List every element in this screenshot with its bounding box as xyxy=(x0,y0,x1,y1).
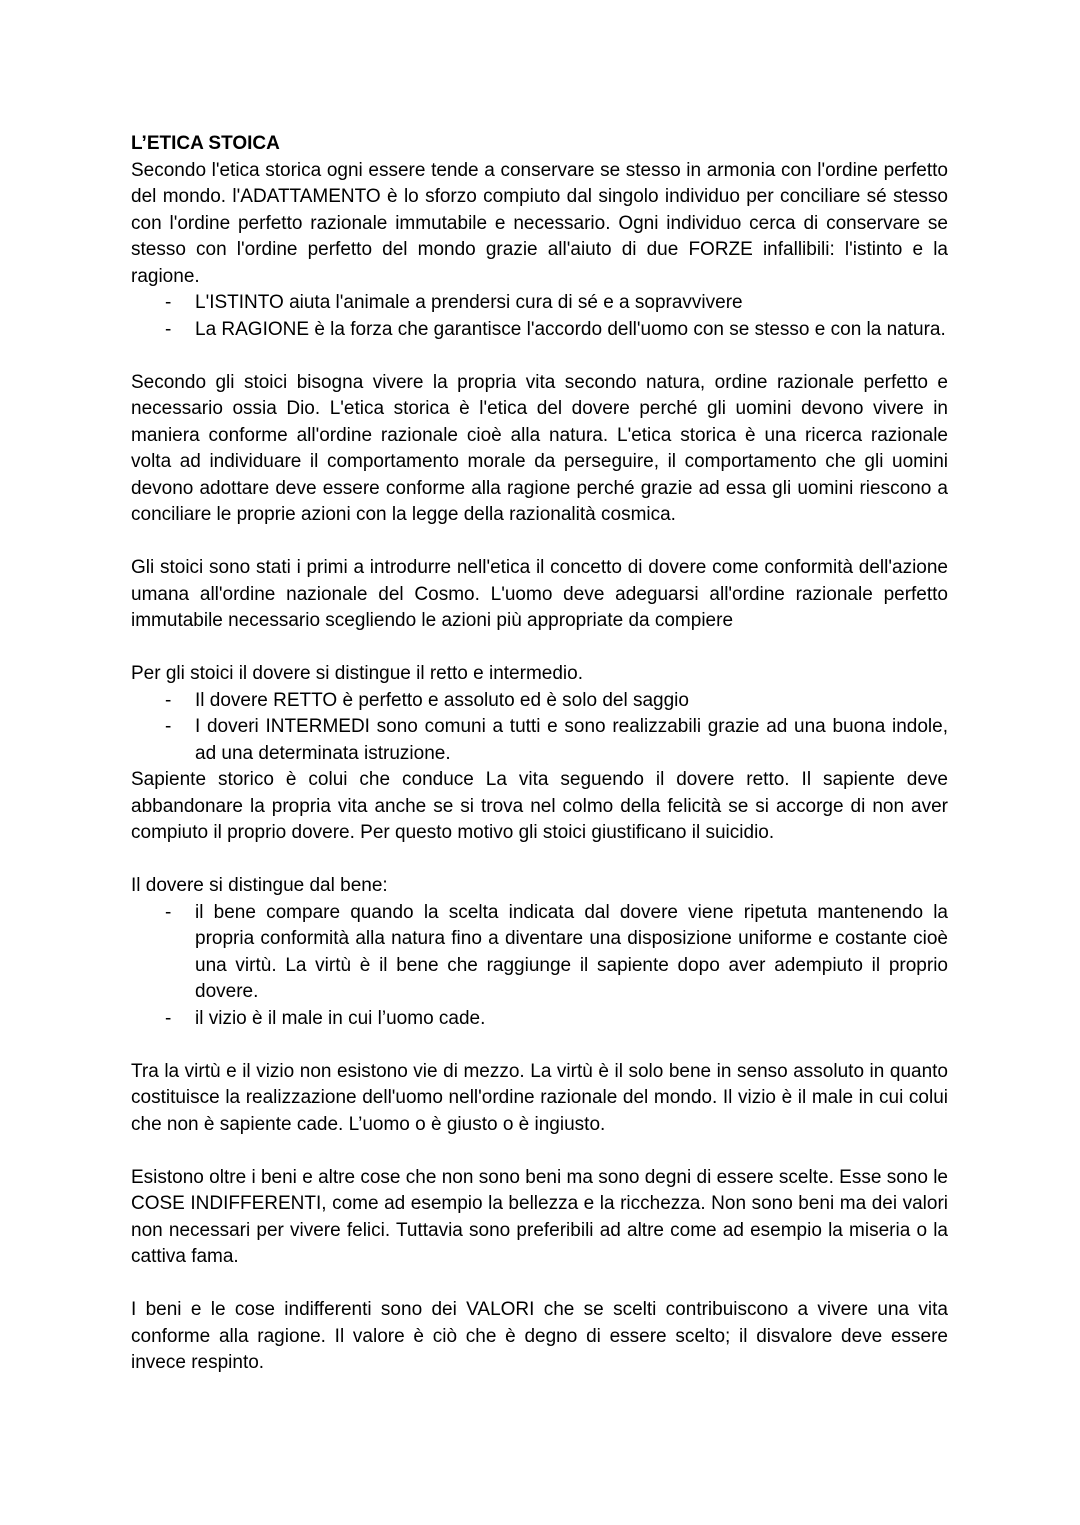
document-title: L’ETICA STOICA xyxy=(131,133,280,154)
document-page xyxy=(131,131,948,1377)
list-forze xyxy=(131,290,948,343)
bullet-dash: - xyxy=(165,318,172,340)
list-item xyxy=(131,1006,948,1033)
list-item xyxy=(131,688,948,715)
list-item xyxy=(131,900,948,1006)
list-item xyxy=(131,714,948,767)
bullet-dash: - xyxy=(165,292,172,313)
list-item xyxy=(131,290,948,317)
paragraph-valori: I beni e le cose indifferenti sono dei VALORI che se scelti contribuiscono a vivere una vita conforme alla ragione. Il valore è ciò che è degno di essere scelto; il disvalore deve essere invece respinto. xyxy=(131,1299,948,1373)
list-bene-vizio xyxy=(131,900,948,1033)
list-item-text: I doveri INTERMEDI sono comuni a tutti e sono realizzabili grazie ad una buona indole, ad una determinata istruzione. xyxy=(195,716,948,764)
bullet-dash: - xyxy=(165,901,172,923)
paragraph-dovere: Gli stoici sono stati i primi a introdurre nell'etica il concetto di dovere come conformità dell'azione umana all'ordine nazionale del Cosmo. L'uomo deve adeguarsi all'ordine razionale perfetto immutabile necessario scegliendo le azioni più appropriate da compiere xyxy=(131,557,948,631)
paragraph-distingue: Per gli stoici il dovere si distingue il retto e intermedio. xyxy=(131,663,583,684)
paragraph-bene: Il dovere si distingue dal bene: xyxy=(131,875,388,896)
spacer xyxy=(131,847,948,874)
list-item-text: il vizio è il male in cui l’uomo cade. xyxy=(195,1007,486,1029)
list-item-text: il bene compare quando la scelta indicata dal dovere viene ripetuta mantenendo la propria conformità alla natura fino a diventare una disposizione uniforme e costante cioè una virtù. La virtù è il bene che raggiunge il sapiente dopo aver adempiuto il proprio dovere. xyxy=(195,901,948,1002)
bullet-dash: - xyxy=(165,689,172,711)
list-item-text: La RAGIONE è la forza che garantisce l'accordo dell'uomo con se stesso e con la natura. xyxy=(195,318,946,340)
spacer xyxy=(131,635,948,662)
paragraph-natura: Secondo gli stoici bisogna vivere la propria vita secondo natura, ordine razionale perfetto e necessario ossia Dio. L'etica storica è l'etica del dovere perché gli uomini devono vivere in maniera conforme all'ordine razionale cioè alla natura. L'etica storica è una ricerca razionale volta ad individuare il comportamento morale da perseguire, il comportamento che gli uomini devono adottare deve essere conforme alla ragione perché grazie ad essa gli uomini riescono a conciliare le proprie azioni con la legge della razionalità cosmica. xyxy=(131,371,948,525)
spacer xyxy=(131,1138,948,1165)
paragraph-sapiente: Sapiente storico è colui che conduce La vita seguendo il dovere retto. Il sapiente deve abbandonare la propria vita anche se si trova nel colmo della felicità se si accorge di non aver compiuto il proprio dovere. Per questo motivo gli stoici giustificano il suicidio. xyxy=(131,769,948,843)
paragraph-indifferenti: Esistono oltre i beni e altre cose che non sono beni ma sono degni di essere scelte. Esse sono le COSE INDIFFERENTI, come ad esempio la bellezza e la ricchezza. Non sono beni ma dei valori non necessari per vivere felici. Tuttavia sono preferibili ad altre come ad esempio la miseria o la cattiva fama. xyxy=(131,1166,948,1267)
spacer xyxy=(131,1032,948,1059)
paragraph-intro: Secondo l'etica storica ogni essere tende a conservare se stesso in armonia con l'ordine perfetto del mondo. l'ADATTAMENTO è lo sforzo compiuto dal singolo individuo per conciliare sé stesso con l'ordine perfetto razionale immutabile e necessario. Ogni individuo cerca di conservare se stesso con l'ordine perfetto del mondo grazie all'aiuto di due FORZE infallibili: l'istinto e la ragione. xyxy=(131,159,948,287)
spacer xyxy=(131,343,948,370)
list-doveri xyxy=(131,688,948,768)
spacer xyxy=(131,1271,948,1298)
bullet-dash: - xyxy=(165,1007,172,1029)
paragraph-virtu: Tra la virtù e il vizio non esistono vie di mezzo. La virtù è il solo bene in senso assoluto in quanto costituisce la realizzazione dell'uomo nell'ordine razionale del mondo. Il vizio è il male in cui colui che non è sapiente cade. L’uomo o è giusto o è ingiusto. xyxy=(131,1060,948,1135)
bullet-dash: - xyxy=(165,716,172,737)
list-item-text: Il dovere RETTO è perfetto e assoluto ed è solo del saggio xyxy=(195,689,689,711)
list-item xyxy=(131,317,948,344)
spacer xyxy=(131,529,948,556)
list-item-text: L'ISTINTO aiuta l'animale a prendersi cura di sé e a sopravvivere xyxy=(195,292,743,313)
